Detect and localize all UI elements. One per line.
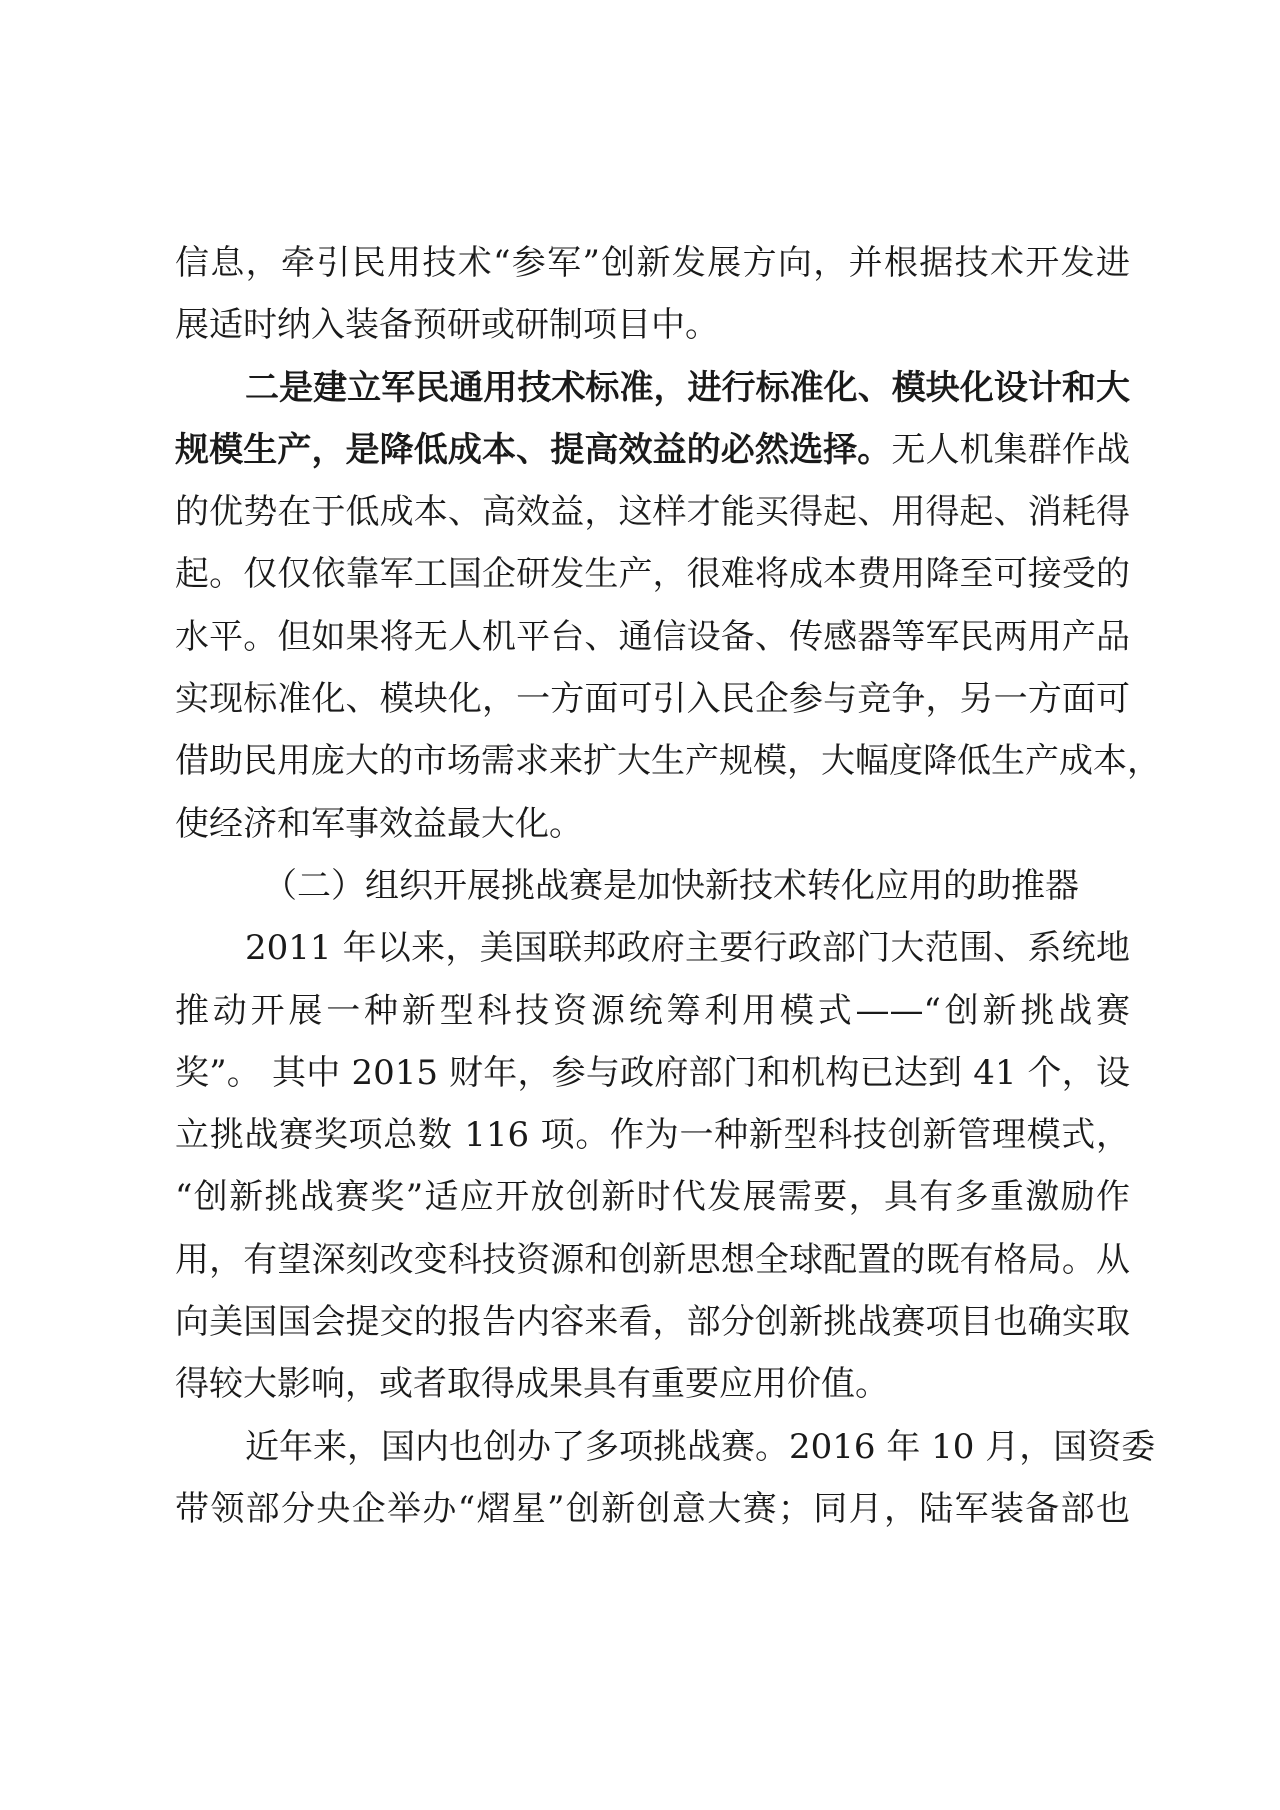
text-line: 的优势在于低成本、高效益，这样才能买得起、用得起、消耗得	[175, 492, 1130, 533]
text-span: 无人机集群作战	[891, 429, 1131, 470]
text-line: 展适时纳入装备预研或研制项目中。	[175, 305, 719, 346]
text-line: 2011 年以来，美国联邦政府主要行政部门大范围、系统地	[245, 928, 1130, 969]
bold-lead-text: 规模生产，是降低成本、提高效益的必然选择。	[175, 429, 892, 470]
text-line: 借助民用庞大的市场需求来扩大生产规模，大幅度降低生产成本，	[175, 741, 1161, 782]
text-line: 近年来，国内也创办了多项挑战赛。2016 年 10 月，国资委	[245, 1426, 1156, 1467]
text-line: 带领部分央企举办“熠星”创新创意大赛；同月，陆军装备部也	[175, 1488, 1130, 1529]
text-line: 推动开展一种新型科技资源统筹利用模式——“创新挑战赛	[175, 990, 1130, 1031]
document-page	[175, 232, 1161, 1540]
text-line: 用，有望深刻改变科技资源和创新思想全球配置的既有格局。从	[175, 1239, 1130, 1280]
text-line: “创新挑战赛奖”适应开放创新时代发展需要，具有多重激励作	[175, 1177, 1130, 1218]
text-line: 向美国国会提交的报告内容来看，部分创新挑战赛项目也确实取	[175, 1302, 1130, 1343]
text-line: 起。仅仅依靠军工国企研发生产，很难将成本费用降至可接受的	[175, 554, 1130, 595]
section-heading: （二）组织开展挑战赛是加快新技术转化应用的助推器	[263, 865, 1079, 906]
text-line: 奖”。 其中 2015 财年，参与政府部门和机构已达到 41 个，设	[175, 1052, 1130, 1093]
text-line: 实现标准化、模块化，一方面可引入民企参与竞争，另一方面可	[175, 679, 1130, 720]
text-line: 水平。但如果将无人机平台、通信设备、传感器等军民两用产品	[175, 616, 1130, 657]
bold-lead-line: 二是建立军民通用技术标准，进行标准化、模块化设计和大	[245, 367, 1130, 408]
text-line: 信息，牵引民用技术“参军”创新发展方向，并根据技术开发进	[175, 243, 1130, 283]
text-line: 得较大影响，或者取得成果具有重要应用价值。	[175, 1364, 889, 1405]
text-line: 立挑战赛奖项总数 116 项。作为一种新型科技创新管理模式，	[175, 1115, 1130, 1156]
text-line	[175, 419, 1130, 481]
text-line: 使经济和军事效益最大化。	[175, 803, 583, 844]
